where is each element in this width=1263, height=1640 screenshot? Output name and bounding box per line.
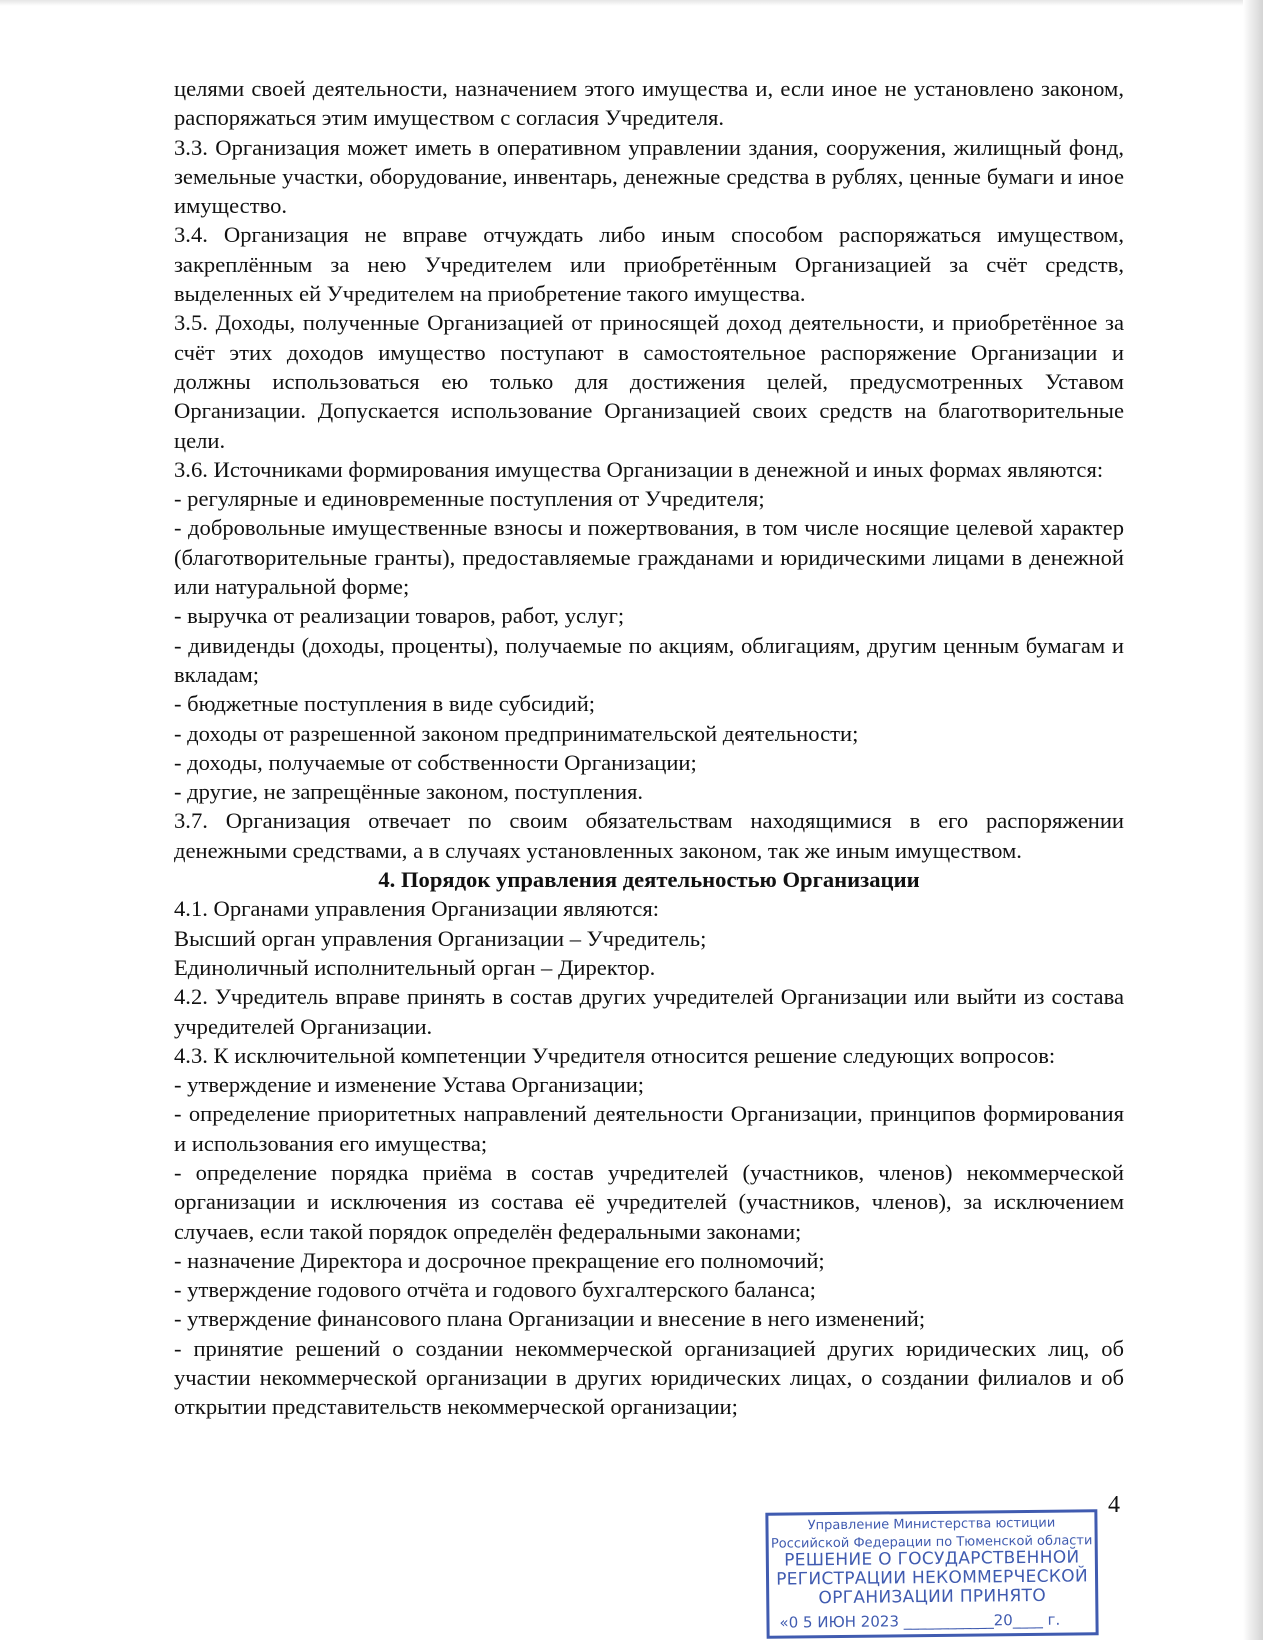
- list-item: - назначение Директора и досрочное прекращение его полномочий;: [174, 1247, 825, 1273]
- list-item: - регулярные и единовременные поступления от Учредителя;: [174, 486, 765, 512]
- paragraph-3-7: 3.7. Организация отвечает по своим обязательствам находящимися в его распоряжении денежными средствами, а в случаях установленных законом, так же иным имуществом.: [174, 808, 1124, 863]
- paragraph-3-6: 3.6. Источниками формирования имущества Организации в денежной и иных формах являются:: [174, 456, 1104, 482]
- list-item: - утверждение и изменение Устава Организации;: [174, 1072, 645, 1098]
- document-body: [174, 74, 1124, 1422]
- list-item: - другие, не запрещённые законом, поступления.: [174, 779, 644, 805]
- list-item: - бюджетные поступления в виде субсидий;: [174, 691, 596, 717]
- stamp-line-region: Российской Федерации по Тюменской области: [770, 1533, 1093, 1552]
- list-item: - принятие решений о создании некоммерческой организацией других юридических лиц, об участии некоммерческой организации в других юридических лицах, о создании филиалов и об открытии представительств некоммерческой организации;: [174, 1335, 1124, 1420]
- paragraph-3-3: 3.3. Организация может иметь в оперативном управлении здания, сооружения, жилищный фонд, земельные участки, оборудование, инвентарь, денежные средства в рублях, ценные бумаги и иное имущество.: [174, 134, 1124, 219]
- list-item: - определение порядка приёма в состав учредителей (участников, членов) некоммерческой организации и исключения из состава её учредителей (участников, членов), за исключением случаев, если такой порядок определён федеральными законами;: [174, 1159, 1124, 1244]
- page-number: 4: [1108, 1492, 1120, 1518]
- stamp-line-decision: РЕШЕНИЕ О ГОСУДАРСТВЕННОЙ: [784, 1547, 1080, 1571]
- stamp-line-accepted: ОРГАНИЗАЦИИ ПРИНЯТО: [818, 1585, 1047, 1609]
- list-item: - определение приоритетных направлений деятельности Организации, принципов формирования и использования его имущества;: [174, 1101, 1124, 1156]
- section-heading: 4. Порядок управления деятельностью Организации: [378, 867, 920, 893]
- paragraph-3-4: 3.4. Организация не вправе отчуждать либо иным способом распоряжаться имуществом, закреплённым за нею Учредителем или приобретённым Организацией за счёт средств, выделенных ей Учредителем на приобретение такого имущества.: [174, 222, 1124, 307]
- paragraph-3-5: 3.5. Доходы, полученные Организацией от приносящей доход деятельности, и приобретённое за счёт этих доходов имущество поступают в самостоятельное распоряжение Организации и должны использоваться ею только для достижения целей, предусмотренных Уставом Организации. Допускается использование Организацией своих средств на благотворительные цели.: [174, 310, 1124, 453]
- stamp-line-registration: РЕГИСТРАЦИИ НЕКОММЕРЧЕСКОЙ: [776, 1566, 1089, 1590]
- stamp-line-ministry: Управление Министерства юстиции: [807, 1515, 1056, 1534]
- list-item: - добровольные имущественные взносы и пожертвования, в том числе носящие целевой характер (благотворительные гранты), предоставляемые гражданами и юридическими лицами в денежной или натуральной форме;: [174, 515, 1124, 600]
- list-item: - доходы, получаемые от собственности Организации;: [174, 749, 697, 775]
- stamp-date: «0 5 ИЮН 2023 ____________20____ г.: [779, 1610, 1061, 1632]
- paragraph-4-3: 4.3. К исключительной компетенции Учредителя относится решение следующих вопросов:: [174, 1042, 1056, 1068]
- paragraph-continuation: целями своей деятельности, назначением этого имущества и, если иное не установлено законом, распоряжаться этим имуществом с согласия Учредителя.: [174, 76, 1124, 131]
- list-item: - выручка от реализации товаров, работ, услуг;: [174, 603, 625, 629]
- list-item: - утверждение годового отчёта и годового бухгалтерского баланса;: [174, 1277, 816, 1303]
- registration-stamp: [765, 1509, 1098, 1638]
- list-item: - утверждение финансового плана Организации и внесение в него изменений;: [174, 1306, 926, 1332]
- list-item: Единоличный исполнительный орган – Директор.: [174, 954, 656, 980]
- list-item: Высший орган управления Организации – Учредитель;: [174, 925, 707, 951]
- scan-top-edge: [0, 0, 1263, 6]
- list-item: - доходы от разрешенной законом предпринимательской деятельности;: [174, 720, 859, 746]
- paragraph-4-1: 4.1. Органами управления Организации являются:: [174, 896, 660, 922]
- paragraph-4-2: 4.2. Учредитель вправе принять в состав других учредителей Организации или выйти из состава учредителей Организации.: [174, 984, 1124, 1039]
- scan-right-edge: [1243, 0, 1263, 1640]
- list-item: - дивиденды (доходы, проценты), получаемые по акциям, облигациям, другим ценным бумагам и вкладам;: [174, 632, 1124, 687]
